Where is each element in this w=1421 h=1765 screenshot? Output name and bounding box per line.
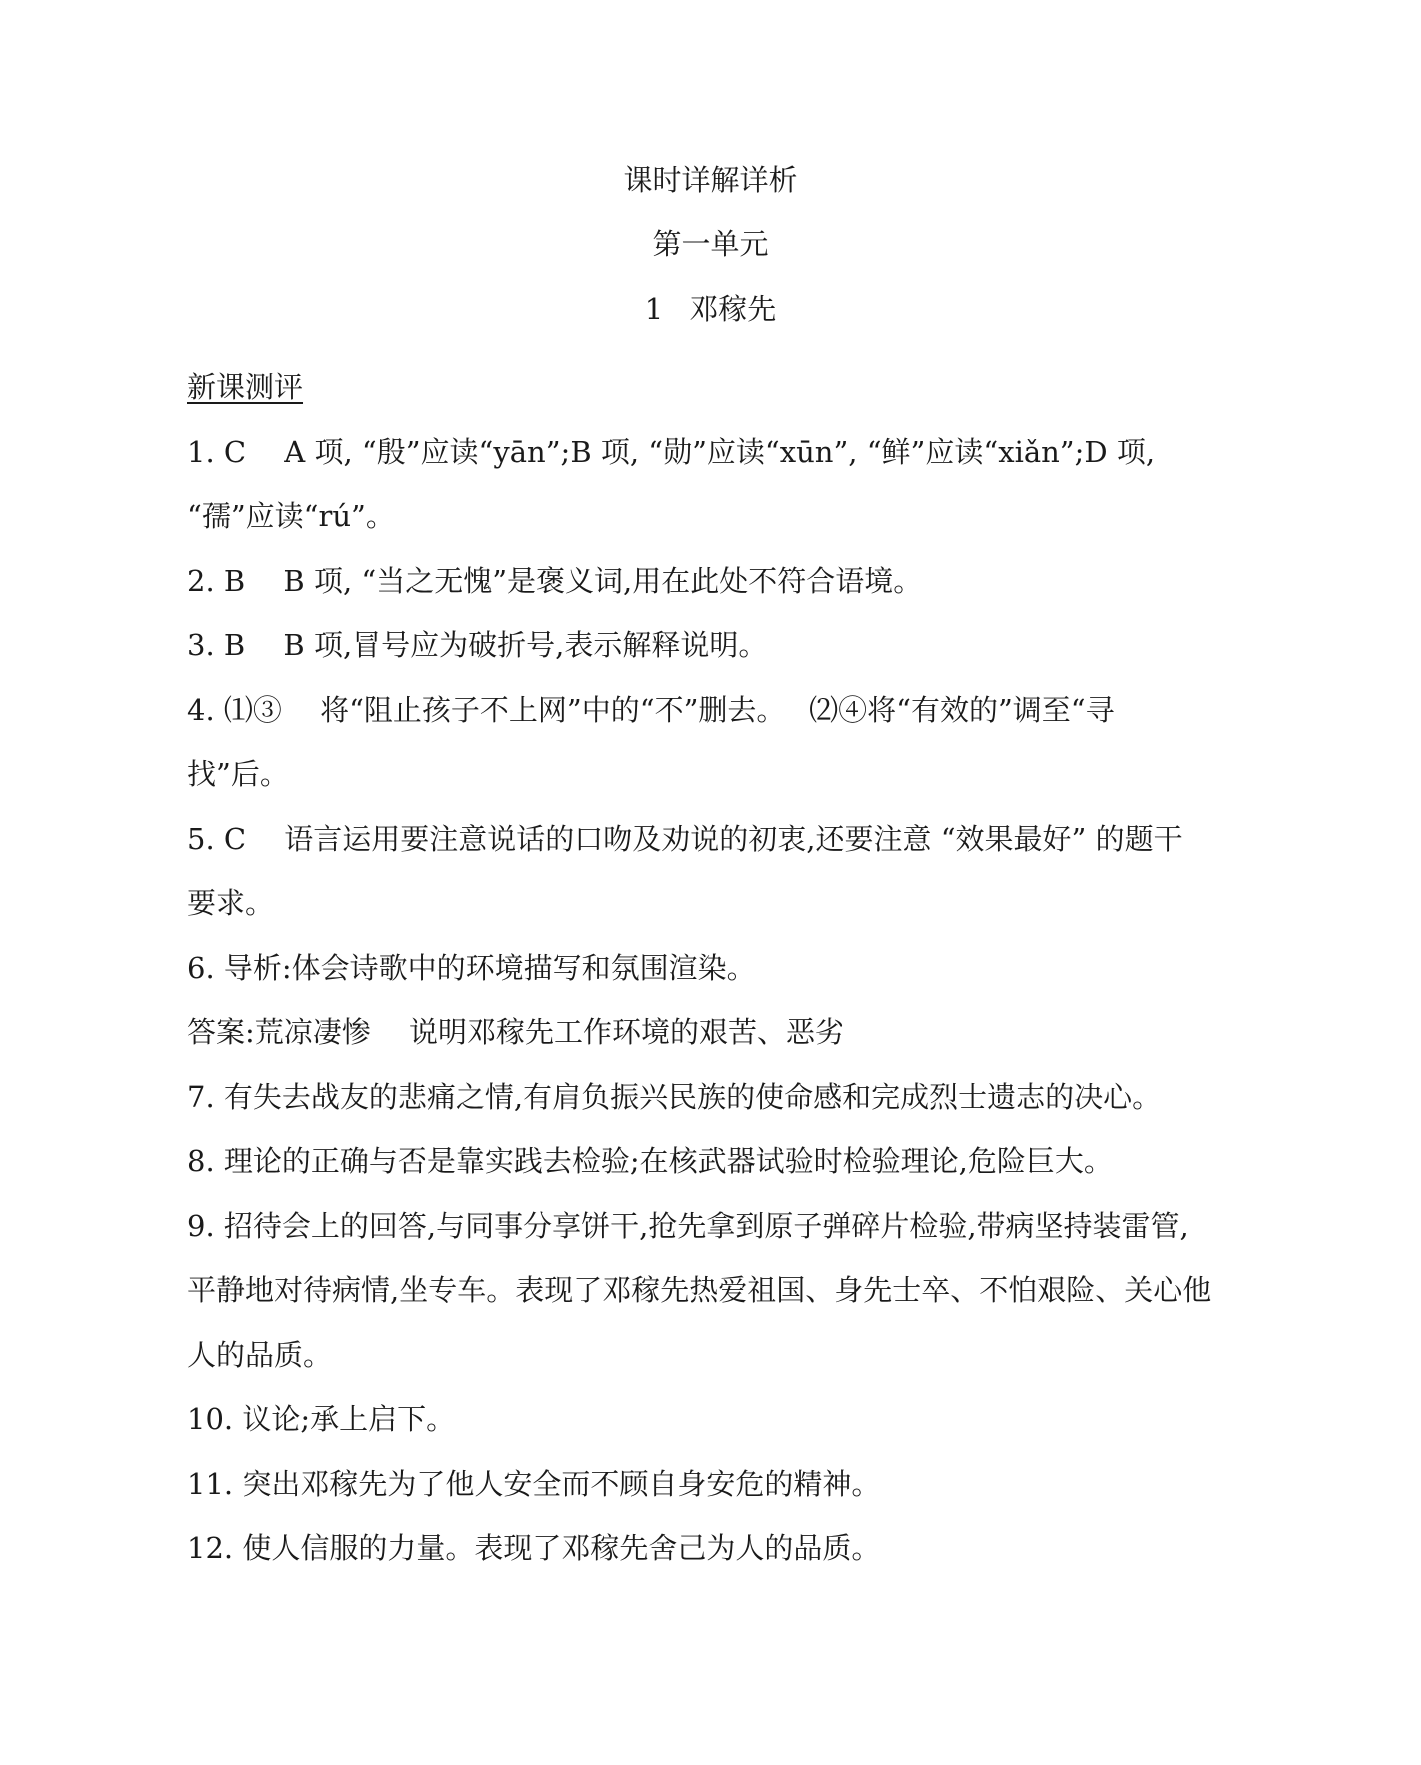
lesson-number: 1 — [644, 292, 664, 326]
answer-line: 人的品质。 — [187, 1337, 333, 1372]
answer-line: 12. 使人信服的力量。表现了邓稼先舍己为人的品质。 — [187, 1531, 881, 1565]
answer-body — [187, 355, 1227, 1581]
answer-line: 10. 议论;承上启下。 — [187, 1402, 456, 1436]
answer-line: 7. 有失去战友的悲痛之情,有肩负振兴民族的使命感和完成烈士遗志的决心。 — [187, 1079, 1162, 1114]
lesson-heading — [0, 289, 1421, 329]
section-title: 新课测评 — [187, 370, 304, 404]
answer-line: 平静地对待病情,坐专车。表现了邓稼先热爱祖国、身先士卒、不怕艰险、关心他 — [187, 1273, 1212, 1307]
document-title: 课时详解详析 — [623, 163, 798, 197]
answer-line: 2. B B 项, “当之无愧”是褒义词,用在此处不符合语境。 — [187, 563, 923, 598]
answer-line: 要求。 — [187, 886, 275, 920]
answer-line: 答案:荒凉凄惨 说明邓稼先工作环境的艰苦、恶劣 — [187, 1015, 844, 1049]
lesson-title: 邓稼先 — [689, 292, 777, 326]
answer-line: 11. 突出邓稼先为了他人安全而不顾自身安危的精神。 — [187, 1466, 881, 1501]
answer-line: “孺”应读“rú”。 — [187, 499, 395, 533]
answer-line: 4. ⑴③ 将“阻止孩子不上网”中的“不”删去。 ⑵④将“有效的”调至“寻 — [187, 692, 1115, 727]
answer-line: 6. 导析:体会诗歌中的环境描写和氛围渲染。 — [187, 950, 756, 985]
answer-line: 8. 理论的正确与否是靠实践去检验;在核武器试验时检验理论,危险巨大。 — [187, 1144, 1113, 1178]
answer-line: 1. C A 项, “殷”应读“yān”;B 项, “勋”应读“xūn”, “鲜”应读“xiǎn”;D 项, — [187, 434, 1156, 469]
answer-line: 5. C 语言运用要注意说话的口吻及劝说的初衷,还要注意 “效果最好” 的题干 — [187, 821, 1183, 856]
answer-line: 9. 招待会上的回答,与同事分享饼干,抢先拿到原子弹碎片检验,带病坚持装雷管, — [187, 1208, 1189, 1243]
answer-line: 找”后。 — [187, 757, 289, 791]
unit-heading: 第一单元 — [652, 227, 769, 261]
answer-line: 3. B B 项,冒号应为破折号,表示解释说明。 — [187, 628, 768, 662]
